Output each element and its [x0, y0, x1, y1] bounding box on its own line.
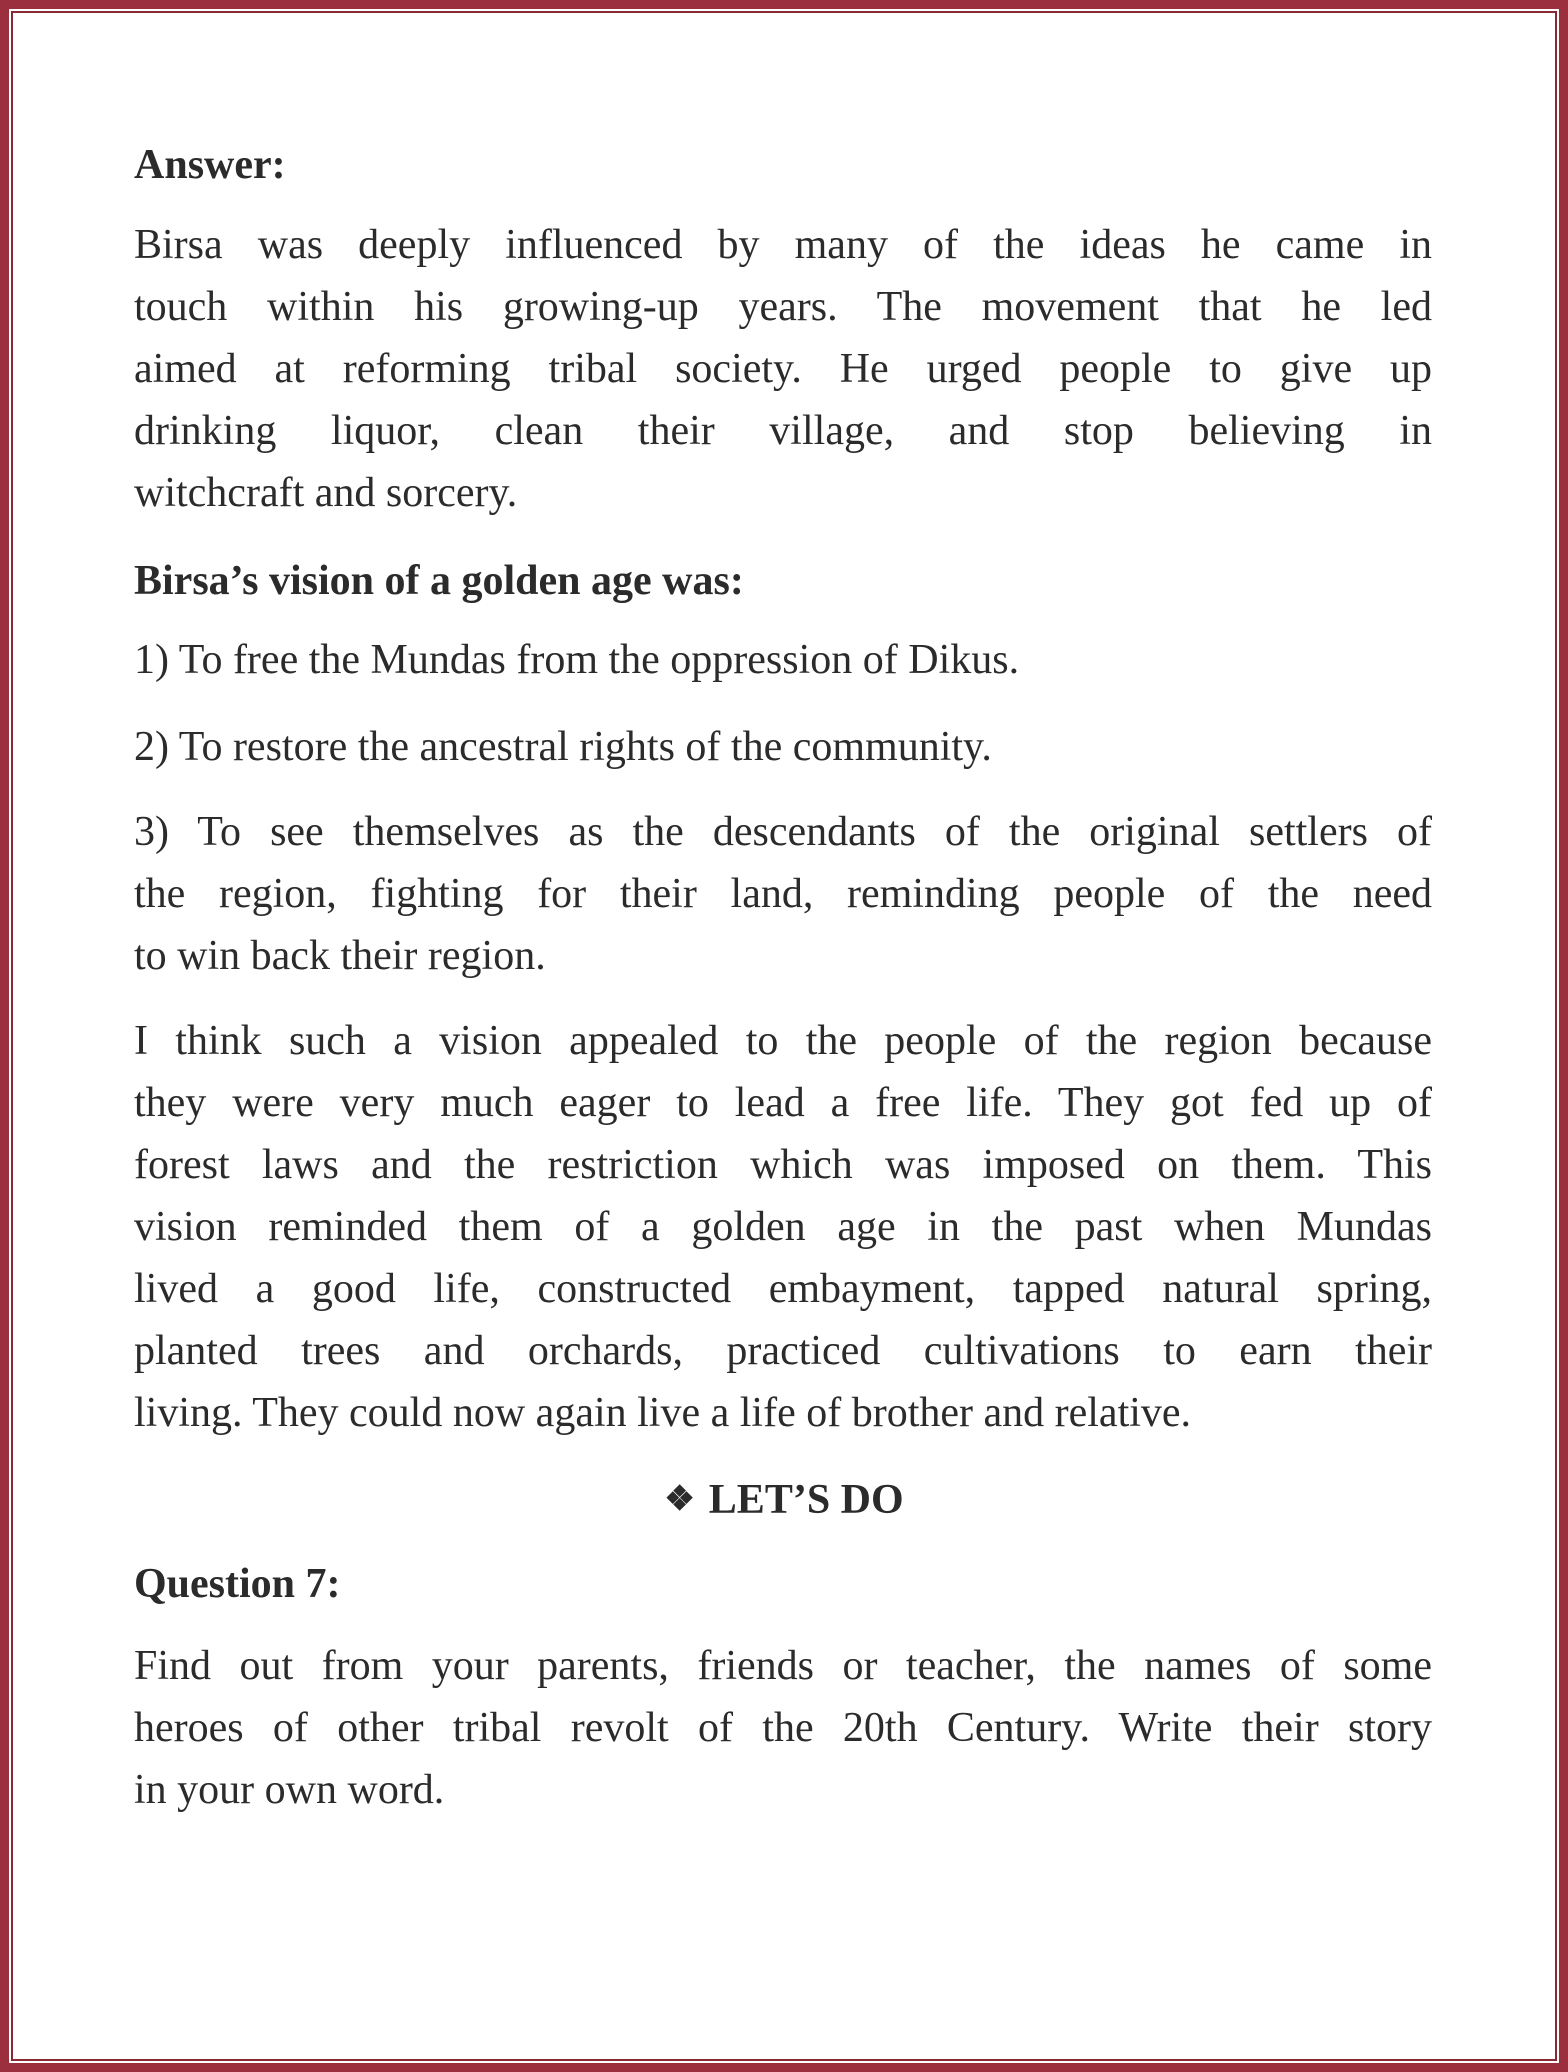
- opinion-paragraph: [134, 1010, 1432, 1444]
- vision-heading: Birsa’s vision of a golden age was:: [134, 558, 744, 604]
- text-line: 1) To free the Mundas from the oppression of Dikus.: [134, 637, 1020, 683]
- answer-label: Answer:: [134, 142, 286, 188]
- text-line: 3) To see themselves as the descendants of the original settlers of: [134, 809, 1432, 855]
- question-paragraph: [134, 1635, 1432, 1821]
- point-3: [134, 801, 1432, 987]
- question-label: Question 7:: [134, 1561, 341, 1607]
- text-line: vision reminded them of a golden age in the past when Mundas: [134, 1204, 1432, 1250]
- text-line: 2) To restore the ancestral rights of the community.: [134, 724, 992, 770]
- text-line: forest laws and the restriction which was imposed on them. This: [134, 1142, 1432, 1188]
- point-2: [134, 716, 1432, 778]
- text-line: Birsa was deeply influenced by many of the ideas he came in: [134, 222, 1432, 268]
- text-line: witchcraft and sorcery.: [134, 470, 518, 516]
- point-1: [134, 629, 1432, 691]
- text-line: planted trees and orchards, practiced cultivations to earn their: [134, 1328, 1432, 1374]
- text-line: drinking liquor, clean their village, and stop believing in: [134, 408, 1432, 454]
- text-line: I think such a vision appealed to the people of the region because: [134, 1018, 1432, 1064]
- section-title: LET’S DO: [708, 1477, 904, 1523]
- diamond-bullet-icon: ❖: [664, 1481, 695, 1518]
- text-line: Find out from your parents, friends or teacher, the names of some: [134, 1643, 1432, 1689]
- text-line: lived a good life, constructed embayment, tapped natural spring,: [134, 1266, 1432, 1312]
- text-line: living. They could now again live a life of brother and relative.: [134, 1390, 1192, 1436]
- text-line: the region, fighting for their land, reminding people of the need: [134, 871, 1432, 917]
- intro-paragraph: [134, 214, 1432, 524]
- text-line: in your own word.: [134, 1767, 445, 1813]
- text-line: they were very much eager to lead a free life. They got fed up of: [134, 1080, 1432, 1126]
- text-line: touch within his growing-up years. The movement that he led: [134, 284, 1432, 330]
- text-line: to win back their region.: [134, 933, 546, 979]
- text-line: heroes of other tribal revolt of the 20th Century. Write their story: [134, 1705, 1432, 1751]
- section-heading: [0, 1469, 1568, 1531]
- text-line: aimed at reforming tribal society. He urged people to give up: [134, 346, 1432, 392]
